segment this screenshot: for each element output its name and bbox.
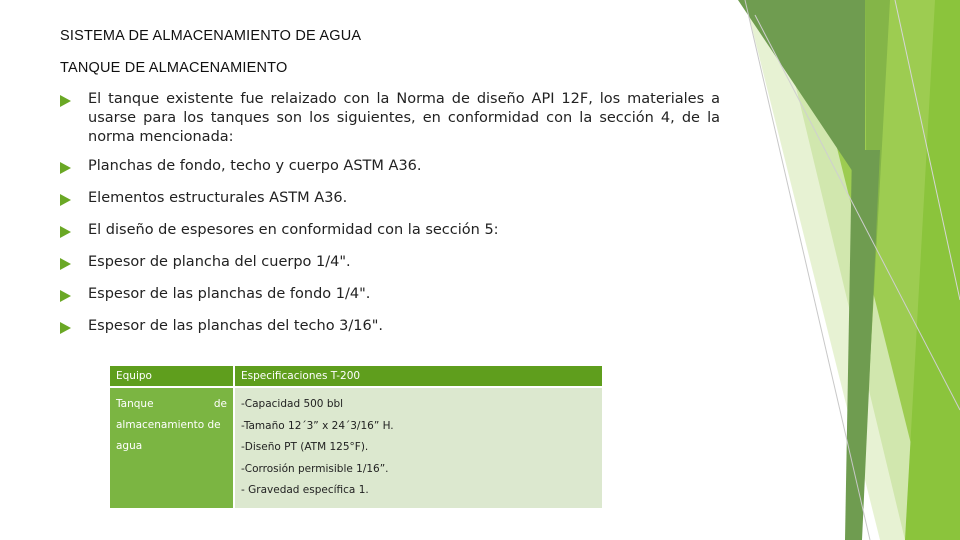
equipment-cell xyxy=(110,387,234,508)
equipment-word: de xyxy=(213,398,227,410)
header-specifications: Especificaciones T-200 xyxy=(234,366,602,387)
bullet-list xyxy=(60,90,720,349)
triangle-right-icon xyxy=(60,95,71,107)
page-title: SISTEMA DE ALMACENAMIENTO DE AGUA xyxy=(60,28,362,44)
spec-line: -Capacidad 500 bbl xyxy=(241,398,344,410)
bullet-text: Espesor de plancha del cuerpo 1/4". xyxy=(88,254,351,270)
table-header-row xyxy=(110,366,602,387)
equipment-line xyxy=(116,394,227,415)
equipment-word: Tanque xyxy=(116,398,154,410)
bullet-text: El diseño de espesores en conformidad con la sección 5: xyxy=(88,222,499,238)
header-equipment: Equipo xyxy=(110,366,234,387)
bullet-item xyxy=(60,253,720,275)
triangle-right-icon xyxy=(60,194,71,206)
spec-table xyxy=(110,366,602,508)
bullet-item xyxy=(60,189,720,211)
section-subtitle: TANQUE DE ALMACENAMIENTO xyxy=(60,60,288,76)
bullet-text: El tanque existente fue relaizado con la Norma de diseño API 12F, los materiales a usarse para los tanques son los siguientes, en conformidad con la sección 4, de la norma mencionada: xyxy=(88,91,720,145)
bullet-item xyxy=(60,221,720,243)
triangle-right-icon xyxy=(60,226,71,238)
specifications-cell xyxy=(234,387,602,508)
bullet-text: Planchas de fondo, techo y cuerpo ASTM A36. xyxy=(88,158,422,174)
bullet-text: Elementos estructurales ASTM A36. xyxy=(88,190,348,206)
bullet-text: Espesor de las planchas de fondo 1/4". xyxy=(88,286,371,302)
triangle-right-icon xyxy=(60,290,71,302)
triangle-right-icon xyxy=(60,258,71,270)
bullet-item xyxy=(60,157,720,179)
bullet-item xyxy=(60,317,720,339)
bullet-item xyxy=(60,285,720,307)
table-row xyxy=(110,387,602,508)
bullet-item xyxy=(60,90,720,147)
bullet-text: Espesor de las planchas del techo 3/16". xyxy=(88,318,384,334)
spec-line: -Corrosión permisible 1/16”. xyxy=(241,462,389,475)
triangle-right-icon xyxy=(60,162,71,174)
triangle-right-icon xyxy=(60,322,71,334)
spec-line: -Tamaño 12´3” x 24´3/16” H. xyxy=(241,419,394,432)
equipment-line: agua xyxy=(116,440,143,452)
spec-line: - Gravedad específica 1. xyxy=(241,484,369,496)
spec-line: -Diseño PT (ATM 125°F). xyxy=(241,441,369,453)
equipment-line: almacenamiento de xyxy=(116,419,221,431)
